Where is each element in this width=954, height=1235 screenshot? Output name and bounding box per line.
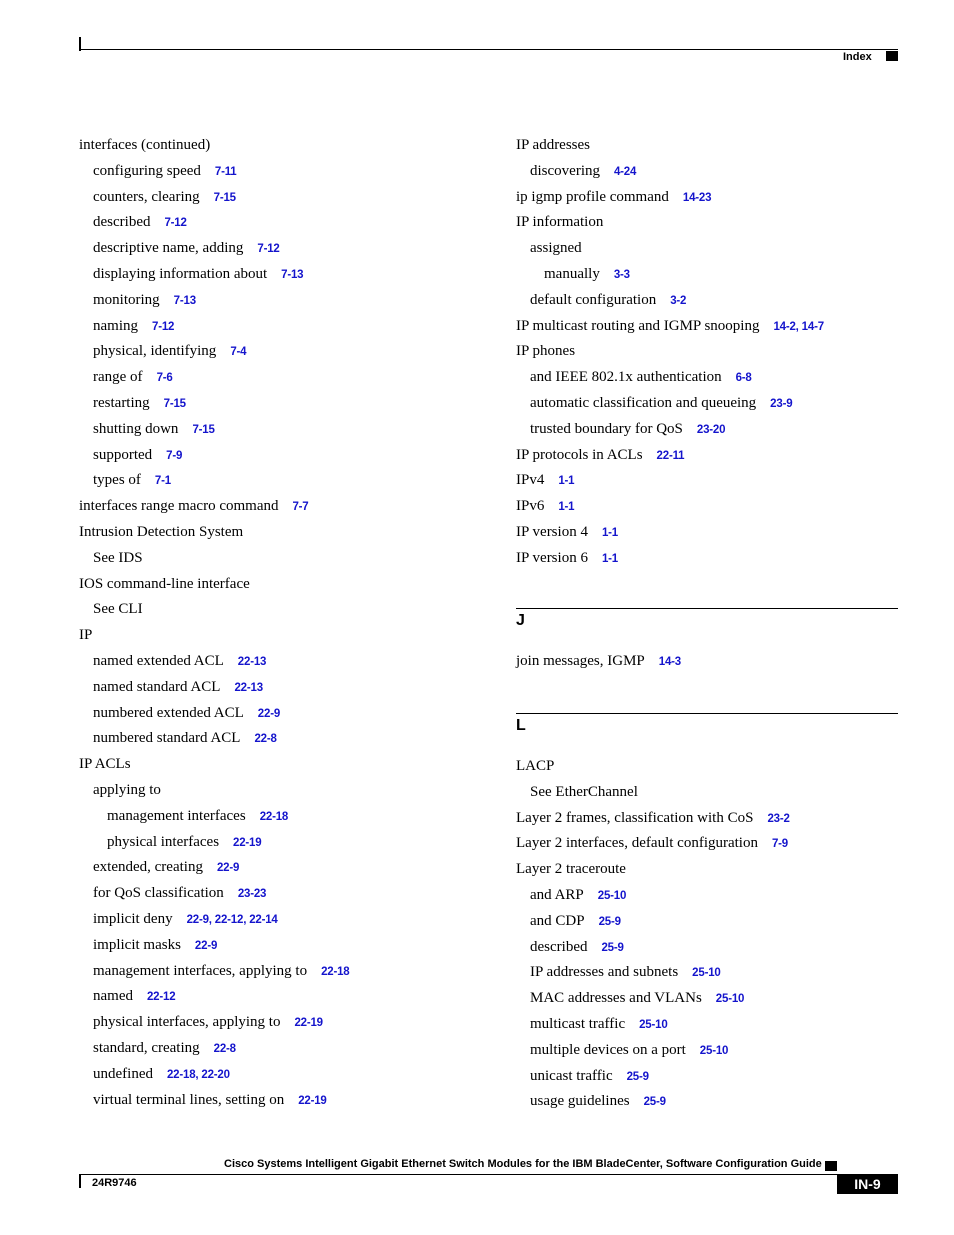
index-entry bbox=[530, 419, 725, 440]
index-entry bbox=[530, 962, 721, 983]
index-term: physical interfaces bbox=[107, 833, 220, 850]
page-reference-link[interactable]: 22-18 bbox=[321, 965, 350, 978]
index-term: Intrusion Detection System bbox=[79, 524, 244, 540]
index-term: IP version 6 bbox=[516, 549, 588, 566]
page-reference-link[interactable]: 7-9 bbox=[166, 449, 183, 462]
index-entry bbox=[93, 883, 266, 904]
index-entry bbox=[530, 161, 636, 182]
page-reference-link[interactable]: 23-20 bbox=[696, 423, 726, 436]
index-entry bbox=[93, 1038, 236, 1059]
index-entry bbox=[79, 625, 92, 645]
section-j-rule bbox=[516, 608, 898, 609]
index-term: IPv4 bbox=[516, 472, 545, 489]
page-reference-link[interactable]: 7-6 bbox=[156, 372, 173, 385]
index-entry bbox=[93, 1090, 327, 1111]
page-reference-link[interactable]: 22-8 bbox=[213, 1043, 236, 1055]
index-entry bbox=[530, 1040, 728, 1061]
page-reference-link[interactable]: 7-12 bbox=[152, 320, 175, 333]
index-term: management interfaces, applying to bbox=[93, 962, 308, 979]
index-entry bbox=[516, 187, 711, 208]
header-square bbox=[886, 51, 898, 61]
page-reference-link[interactable]: 7-13 bbox=[173, 294, 196, 307]
index-entry bbox=[93, 367, 173, 388]
page-reference-link[interactable]: 1-1 bbox=[558, 501, 575, 514]
index-entry bbox=[93, 857, 239, 878]
page-reference-link[interactable]: 7-13 bbox=[281, 269, 304, 281]
page-reference-link[interactable]: 3-3 bbox=[613, 269, 630, 281]
index-term: for QoS classification bbox=[93, 885, 224, 902]
index-entry bbox=[516, 756, 554, 776]
index-term: IOS command-line interface bbox=[79, 575, 250, 592]
index-term: IPv6 bbox=[516, 498, 545, 515]
index-entry bbox=[516, 135, 590, 155]
page-reference-link[interactable]: 22-9 bbox=[257, 707, 281, 720]
page-reference-link[interactable]: 25-10 bbox=[715, 993, 745, 1006]
index-entry bbox=[93, 909, 278, 930]
index-term: supported bbox=[93, 446, 153, 463]
page-reference-link[interactable]: 22-12 bbox=[146, 991, 176, 1004]
page-reference-link[interactable]: 7-15 bbox=[163, 398, 186, 410]
index-entry bbox=[93, 290, 196, 311]
page-reference-link[interactable]: 7-15 bbox=[192, 423, 215, 436]
index-term: IP version 4 bbox=[516, 524, 588, 540]
index-term: configuring speed bbox=[93, 162, 201, 179]
index-term: applying to bbox=[93, 782, 161, 798]
header-rule bbox=[79, 49, 898, 50]
index-term: interfaces range macro command bbox=[79, 498, 279, 515]
page-reference-link[interactable]: 23-23 bbox=[237, 888, 267, 901]
index-entry bbox=[516, 445, 684, 466]
page-reference-link[interactable]: 22-9 bbox=[194, 939, 218, 952]
page-reference-link[interactable]: 7-15 bbox=[213, 191, 236, 204]
index-entry bbox=[93, 393, 186, 414]
index-entry bbox=[93, 187, 236, 208]
index-term: virtual terminal lines, setting on bbox=[93, 1091, 285, 1108]
index-term: and ARP bbox=[530, 887, 584, 903]
header-label: Index bbox=[843, 51, 872, 63]
index-term: IP addresses bbox=[516, 137, 591, 153]
page-reference-link[interactable]: 1-1 bbox=[601, 527, 618, 539]
index-entry bbox=[93, 677, 263, 698]
page-reference-link[interactable]: 25-9 bbox=[626, 1070, 649, 1083]
index-term: and IEEE 802.1x authentication bbox=[530, 369, 722, 386]
section-l-letter: L bbox=[516, 717, 526, 734]
page-reference-link[interactable]: 7-9 bbox=[771, 838, 789, 851]
index-entry bbox=[530, 1091, 666, 1112]
index-entry bbox=[530, 937, 624, 958]
index-entry bbox=[93, 548, 143, 568]
page-reference-link[interactable]: 7-1 bbox=[154, 475, 171, 488]
index-entry bbox=[516, 651, 681, 672]
index-entry bbox=[516, 522, 618, 543]
index-term: numbered standard ACL bbox=[93, 730, 241, 747]
index-term: IP addresses and subnets bbox=[530, 964, 679, 981]
index-term: implicit masks bbox=[93, 936, 181, 953]
index-entry bbox=[93, 470, 171, 491]
page-reference-link[interactable]: 7-7 bbox=[292, 501, 309, 514]
index-term: restarting bbox=[93, 395, 150, 411]
index-term: IP ACLs bbox=[79, 756, 131, 773]
page-reference-link[interactable]: 25-9 bbox=[643, 1096, 666, 1109]
index-entry bbox=[516, 833, 788, 854]
index-entry bbox=[93, 419, 215, 440]
index-entry bbox=[93, 599, 143, 619]
index-term: descriptive name, adding bbox=[93, 240, 244, 257]
section-l-rule bbox=[516, 713, 898, 714]
index-entry bbox=[93, 780, 161, 800]
index-entry bbox=[530, 238, 582, 258]
index-entry bbox=[79, 135, 210, 155]
index-entry bbox=[516, 808, 790, 829]
index-term: assigned bbox=[530, 240, 582, 257]
index-entry bbox=[530, 885, 626, 906]
page-reference-link[interactable]: 22-9 bbox=[216, 862, 240, 875]
index-entry bbox=[93, 238, 280, 259]
index-entry bbox=[93, 935, 217, 956]
index-entry bbox=[530, 393, 792, 414]
index-term: ip igmp profile command bbox=[516, 188, 669, 205]
index-entry bbox=[530, 1066, 649, 1087]
page-reference-link[interactable]: 22-19 bbox=[294, 1017, 323, 1030]
index-entry bbox=[530, 911, 621, 932]
index-entry bbox=[516, 859, 626, 879]
section-j-letter: J bbox=[516, 612, 525, 629]
index-term: LACP bbox=[516, 758, 555, 774]
index-term: IP phones bbox=[516, 343, 576, 360]
index-entry bbox=[544, 264, 630, 285]
index-term: MAC addresses and VLANs bbox=[530, 990, 702, 1007]
index-entry bbox=[93, 161, 236, 182]
index-term: unicast traffic bbox=[530, 1067, 613, 1084]
footer-doc-number: 24R9746 bbox=[92, 1177, 137, 1189]
index-entry bbox=[93, 728, 277, 749]
index-entry bbox=[93, 703, 280, 724]
footer-title: Cisco Systems Intelligent Gigabit Ethernet Switch Modules for the IBM BladeCenter, Software Configuration Guide bbox=[224, 1158, 822, 1170]
index-term: usage guidelines bbox=[530, 1093, 630, 1110]
footer-square bbox=[825, 1161, 837, 1171]
index-term: default configuration bbox=[530, 291, 657, 308]
index-entry bbox=[79, 522, 243, 542]
footer-rule bbox=[79, 1174, 898, 1175]
index-entry bbox=[93, 212, 187, 233]
page-reference-link[interactable]: 7-12 bbox=[164, 217, 187, 230]
index-entry bbox=[93, 264, 303, 285]
page-reference-link[interactable]: 3-2 bbox=[670, 294, 687, 307]
index-term: physical interfaces, applying to bbox=[93, 1014, 281, 1031]
page-number: IN-9 bbox=[837, 1174, 898, 1194]
index-term: range of bbox=[93, 369, 143, 386]
index-entry bbox=[79, 754, 131, 774]
page-reference-link[interactable]: 25-10 bbox=[639, 1019, 668, 1031]
index-term: shutting down bbox=[93, 420, 179, 437]
index-entry bbox=[516, 341, 575, 361]
page-reference-link[interactable]: 22-8 bbox=[254, 733, 277, 746]
index-entry bbox=[516, 470, 574, 491]
index-term: join messages, IGMP bbox=[516, 653, 645, 669]
index-term: undefined bbox=[93, 1065, 153, 1082]
index-term: numbered extended ACL bbox=[93, 704, 244, 721]
index-term: Layer 2 interfaces, default configuration bbox=[516, 835, 758, 852]
index-term: IP bbox=[79, 627, 93, 644]
page-reference-link[interactable]: 7-12 bbox=[257, 243, 280, 256]
index-entry bbox=[530, 1014, 668, 1035]
footer-corner-mark bbox=[79, 1174, 81, 1188]
index-entry bbox=[93, 445, 182, 466]
index-term: displaying information about bbox=[93, 266, 268, 282]
index-entry bbox=[93, 986, 175, 1007]
index-term: named standard ACL bbox=[93, 678, 221, 695]
page-reference-link[interactable]: 22-18 bbox=[259, 810, 289, 823]
index-entry bbox=[530, 290, 686, 311]
page-reference-link[interactable]: 22-13 bbox=[237, 656, 267, 668]
index-entry bbox=[93, 1012, 323, 1033]
index-term: Layer 2 traceroute bbox=[516, 861, 626, 878]
page-reference-link[interactable]: 14-3 bbox=[658, 656, 681, 668]
page-reference-link[interactable]: 25-10 bbox=[692, 967, 721, 980]
index-term: naming bbox=[93, 317, 138, 334]
index-entry bbox=[93, 651, 266, 672]
page-reference-link[interactable]: 25-9 bbox=[601, 941, 624, 954]
index-term: described bbox=[93, 214, 151, 231]
index-term: IP multicast routing and IGMP snooping bbox=[516, 317, 760, 334]
index-entry bbox=[93, 341, 246, 362]
page-reference-link[interactable]: 14-2, 14-7 bbox=[773, 320, 824, 333]
page-reference-link[interactable]: 25-10 bbox=[597, 890, 627, 902]
index-entry bbox=[93, 316, 174, 337]
index-term: manually bbox=[544, 266, 600, 282]
index-term: trusted boundary for QoS bbox=[530, 420, 683, 437]
page-reference-link[interactable]: 22-19 bbox=[233, 836, 262, 849]
index-term: Layer 2 frames, classification with CoS bbox=[516, 809, 754, 826]
index-term: counters, clearing bbox=[93, 188, 200, 205]
page-reference-link[interactable]: 23-9 bbox=[770, 398, 793, 410]
page-reference-link[interactable]: 25-10 bbox=[699, 1044, 729, 1057]
index-entry bbox=[93, 1064, 230, 1085]
index-term: multiple devices on a port bbox=[530, 1041, 686, 1058]
index-entry bbox=[516, 212, 603, 232]
index-term: See CLI bbox=[93, 601, 143, 618]
index-term: described bbox=[530, 938, 588, 955]
index-entry bbox=[530, 367, 752, 388]
index-term: and CDP bbox=[530, 912, 585, 929]
page-reference-link[interactable]: 22-18, 22-20 bbox=[166, 1068, 230, 1081]
page-reference-link[interactable]: 7-4 bbox=[230, 346, 247, 359]
page-reference-link[interactable]: 6-8 bbox=[735, 372, 752, 385]
index-term: physical, identifying bbox=[93, 343, 217, 360]
index-term: monitoring bbox=[93, 291, 160, 308]
index-term: interfaces (continued) bbox=[79, 137, 211, 153]
page-reference-link[interactable]: 25-9 bbox=[598, 915, 621, 928]
index-entry bbox=[516, 316, 824, 337]
index-entry bbox=[107, 832, 261, 853]
index-term: standard, creating bbox=[93, 1040, 200, 1056]
page-reference-link[interactable]: 14-23 bbox=[682, 191, 712, 204]
index-term: extended, creating bbox=[93, 859, 203, 876]
page-reference-link[interactable]: 1-1 bbox=[558, 475, 575, 488]
index-term: named bbox=[93, 988, 133, 1005]
index-term: management interfaces bbox=[107, 807, 246, 824]
index-entry bbox=[79, 574, 250, 594]
page-reference-link[interactable]: 23-2 bbox=[767, 812, 790, 825]
page-reference-link[interactable]: 4-24 bbox=[613, 165, 637, 178]
index-term: multicast traffic bbox=[530, 1016, 626, 1032]
index-entry bbox=[530, 988, 744, 1009]
index-term: types of bbox=[93, 472, 141, 489]
index-entry bbox=[530, 782, 638, 802]
index-entry bbox=[516, 496, 574, 517]
page-reference-link[interactable]: 22-9, 22-12, 22-14 bbox=[186, 914, 278, 926]
index-term: See EtherChannel bbox=[530, 783, 638, 800]
index-term: discovering bbox=[530, 162, 600, 179]
index-term: IP information bbox=[516, 214, 604, 231]
index-entry bbox=[516, 548, 618, 569]
index-term: implicit deny bbox=[93, 911, 173, 927]
index-term: IP protocols in ACLs bbox=[516, 446, 643, 463]
index-term: See IDS bbox=[93, 549, 143, 566]
index-term: automatic classification and queueing bbox=[530, 395, 757, 411]
page-reference-link[interactable]: 7-11 bbox=[214, 165, 237, 178]
page-reference-link[interactable]: 1-1 bbox=[601, 552, 618, 565]
index-entry bbox=[93, 961, 350, 982]
page-reference-link[interactable]: 22-11 bbox=[656, 449, 685, 462]
page-reference-link[interactable]: 22-13 bbox=[234, 681, 263, 694]
page-reference-link[interactable]: 22-19 bbox=[298, 1094, 327, 1107]
index-entry bbox=[107, 806, 288, 827]
index-term: named extended ACL bbox=[93, 653, 224, 669]
index-entry bbox=[79, 496, 309, 517]
